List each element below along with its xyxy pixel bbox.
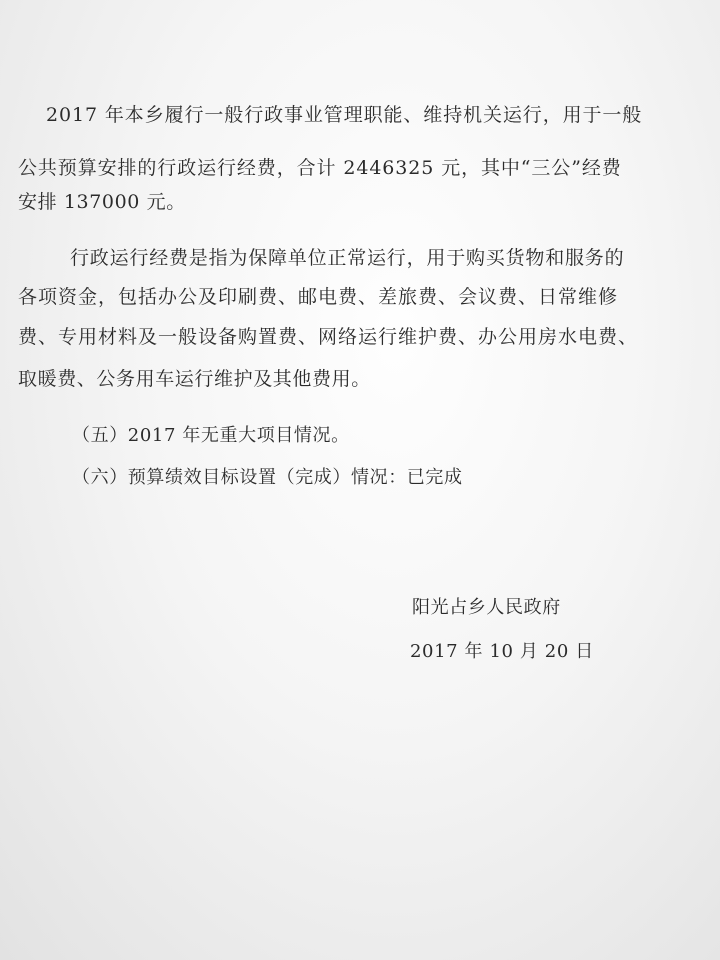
paragraph2-line3: 费、专用材料及一般设备购置费、网络运行维护费、办公用房水电费、 — [18, 326, 639, 348]
signature-organization: 阳光占乡人民政府 — [412, 597, 561, 618]
paragraph2-line4: 取暖费、公务用车运行维护及其他费用。 — [18, 368, 371, 390]
paragraph2-line2: 各项资金，包括办公及印刷费、邮电费、差旅费、会议费、日常维修 — [18, 286, 619, 308]
paragraph1-line1: 2017 年本乡履行一般行政事业管理职能、维持机关运行，用于一般 — [46, 104, 643, 126]
signature-date: 2017 年 10 月 20 日 — [410, 641, 594, 662]
paragraph1-line3: 安排 137000 元。 — [18, 191, 186, 213]
item-five: （五）2017 年无重大项目情况。 — [72, 425, 350, 446]
paragraph1-line2: 公共预算安排的行政运行经费，合计 2446325 元，其中“三公”经费 — [18, 157, 622, 179]
paragraph2-line1: 行政运行经费是指为保障单位正常运行，用于购买货物和服务的 — [70, 247, 625, 269]
item-six: （六）预算绩效目标设置（完成）情况：已完成 — [72, 467, 463, 488]
